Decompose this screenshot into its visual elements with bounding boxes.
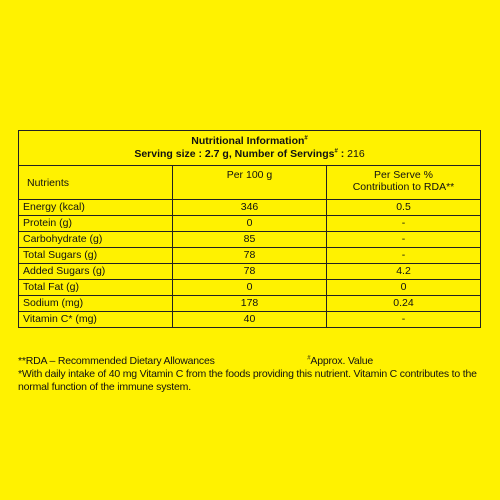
approx-text: Approx. Value [310,355,373,367]
rda-cell: - [327,312,481,328]
servings-mark: # [334,148,338,155]
table-title [19,131,481,166]
rda-cell: 0 [327,280,481,296]
nutrition-table [18,130,481,328]
rda-cell: 0.5 [327,200,481,216]
serving-info: Serving size : 2.7 g, Number of Servings [134,148,335,160]
table-row [19,232,481,248]
per100-cell: 78 [173,248,327,264]
footnote-approx [307,355,373,368]
nutrient-cell: Sodium (mg) [19,296,173,312]
table-row [19,264,481,280]
rda-cell: - [327,216,481,232]
rda-cell: - [327,232,481,248]
rda-cell: 0.24 [327,296,481,312]
footnote-vitamin-c: *With daily intake of 40 mg Vitamin C from the foods providing this nutrient. Vitamin C contributes to the normal function of the immune system. [18,368,477,393]
per100-cell: 85 [173,232,327,248]
table-row [19,200,481,216]
per100-cell: 78 [173,264,327,280]
footnote-row [18,355,483,368]
header-perserve-line1: Per Serve % [374,169,433,181]
nutrient-cell: Added Sugars (g) [19,264,173,280]
per100-cell: 178 [173,296,327,312]
table-body [19,200,481,328]
nutrient-cell: Vitamin C* (mg) [19,312,173,328]
table-row [19,248,481,264]
per100-cell: 0 [173,280,327,296]
servings-value: 216 [347,148,365,160]
per100-cell: 346 [173,200,327,216]
footnote-rda: **RDA – Recommended Dietary Allowances [18,355,215,367]
table-title-row [19,131,481,166]
per100-cell: 40 [173,312,327,328]
header-nutrients: Nutrients [19,166,173,200]
table-row [19,280,481,296]
header-per100: Per 100 g [173,166,327,200]
nutrient-cell: Carbohydrate (g) [19,232,173,248]
nutrient-cell: Total Sugars (g) [19,248,173,264]
table-row [19,312,481,328]
title-line1-mark: # [304,135,308,142]
servings-colon: : [337,148,348,160]
nutrient-cell: Energy (kcal) [19,200,173,216]
footnotes [18,355,483,394]
approx-mark: # [307,355,311,362]
rda-cell: 4.2 [327,264,481,280]
per100-cell: 0 [173,216,327,232]
header-perserve-line2: Contribution to RDA** [352,181,455,193]
nutrition-panel [18,130,481,328]
table-row [19,296,481,312]
rda-cell: - [327,248,481,264]
header-perserve [327,166,481,200]
table-row [19,216,481,232]
nutrient-cell: Total Fat (g) [19,280,173,296]
table-header-row [19,166,481,200]
title-line1: Nutritional Information [191,135,305,147]
nutrient-cell: Protein (g) [19,216,173,232]
